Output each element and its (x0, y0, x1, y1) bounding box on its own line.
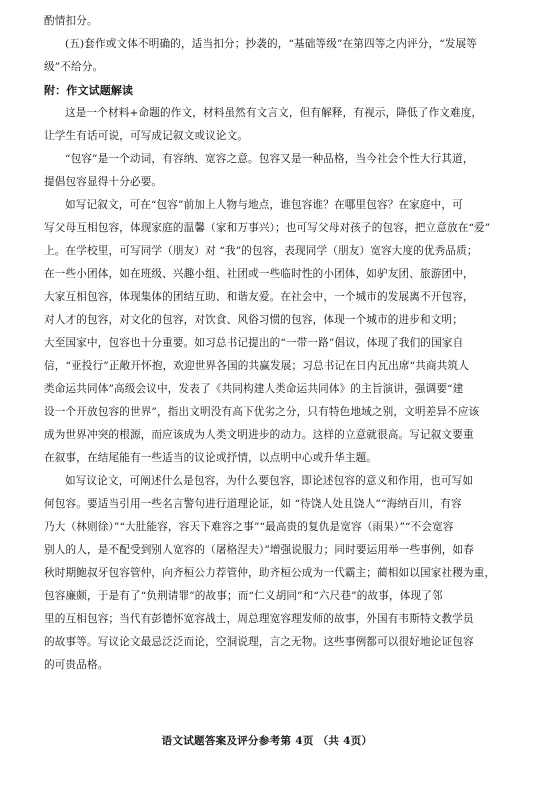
text-line: 何包容。要适当引用一些名言警句进行道理论证，如 “待饶人处且饶人”“海纳百川，有容 (44, 498, 462, 510)
text-line: 如写记叙文，可在“包容”前加上人物与地点，谁包容谁？在哪里包容？在家庭中，可 (65, 199, 463, 211)
text-line: 级”不给分。 (44, 61, 104, 73)
text-line: 提倡包容显得十分必要。 (44, 176, 163, 188)
text-line: 让学生有话可说，可写成记叙文或议论文。 (44, 130, 249, 142)
text-line: 对人才的包容，对文化的包容，对饮食、风俗习惯的包容，体现一个城市的进步和文明； (44, 314, 464, 326)
text-line: 成为世界冲突的根源，而应该成为人类文明进步的动力。这样的立意就很高。写记叙文要重 (44, 429, 474, 441)
page-footer: 语文试题答案及评分参考第 4页 （共 4页） (161, 735, 373, 747)
text-line: 大家互相包容，体现集体的团结互助、和谐友爱。在社会中，一个城市的发展离不开包容， (44, 291, 474, 303)
text-line: “包容”是一个动词，有容纳、宽容之意。包容又是一种品格，当今社会个性大行其道， (65, 153, 474, 165)
text-line: 大至国家中，包容也十分重要。如习总书记提出的“一带一路”倡议，体现了我们的国家自 (44, 337, 464, 349)
document-body (44, 10, 504, 677)
text-line: 信，“亚投行”正敞开怀抱，欢迎世界各国的共赢发展；习总书记在日内瓦出席“共商共筑人 (44, 360, 469, 372)
text-line: 在一些小团体，如在班级、兴趣小组、社团或一些临时性的小团体，如驴友团、旅游团中， (44, 268, 474, 280)
text-line: 上。在学校里，可写同学（朋友）对 “我”的包容，表现同学（朋友）宽容大度的优秀品质； (44, 245, 478, 257)
section-heading: 附：作文试题解读 (44, 84, 134, 97)
text-line: (五)套作或文体不明确的，适当扣分；抄袭的，“基础等级”在第四等之内评分，“发展等 (65, 38, 478, 50)
text-line: 这是一个材料+命题的作文，材料虽然有文言文，但有解释，有视示，降低了作文难度， (65, 107, 483, 119)
text-line: 在叙事，在结尾能有一些适当的议论或抒情，以点明中心或升华主题。 (44, 452, 378, 464)
text-line: 秋时期鲍叔牙包容管仲，向齐桓公力荐管仲，助齐桓公成为一代霸主；蔺相如以国家社稷为重， (44, 567, 496, 579)
text-line: 的故事等。写议论文最忌泛泛而论，空洞说理，言之无物。这些事例都可以很好地论证包容 (44, 636, 474, 648)
text-line: 包容廉颇，于是有了“负荆请罪”的故事；而“仁义胡同”和“六尺巷”的故事，体现了邻 (44, 590, 443, 602)
text-line: 别人的人，是不配受到别人宽容的（屠格涅夫）”增强说服力；同时要运用举一些事例，如春 (44, 544, 475, 556)
text-line: 设一个开放包容的世界”，指出文明没有高下优劣之分，只有特色地域之别，文明差异不应该 (44, 406, 480, 418)
text-line: 如写议论文，可阐述什么是包容，为什么要包容，即论述包容的意义和作用，也可写如 (65, 475, 474, 487)
text-line: 乃大（林则徐）”“大肚能容，容天下难容之事”“最高贵的复仇是宽容（雨果）”“不会宽容 (44, 521, 454, 533)
text-line: 写父母互相包容，体现家庭的温馨（家和万事兴）；也可写父母对孩子的包容，把立意放在“爱” (44, 222, 491, 234)
text-line: 酌情扣分。 (44, 15, 98, 27)
text-line: 类命运共同体”高级会议中，发表了《共同构建人类命运共同体》的主旨演讲，强调要“建 (44, 383, 464, 395)
text-line: 的可贵品格。 (44, 659, 109, 671)
text-line: 里的互相包容；当代有彭德怀宽容战士，周总理宽容理发师的故事，外国有韦斯特文教学员 (44, 613, 474, 625)
